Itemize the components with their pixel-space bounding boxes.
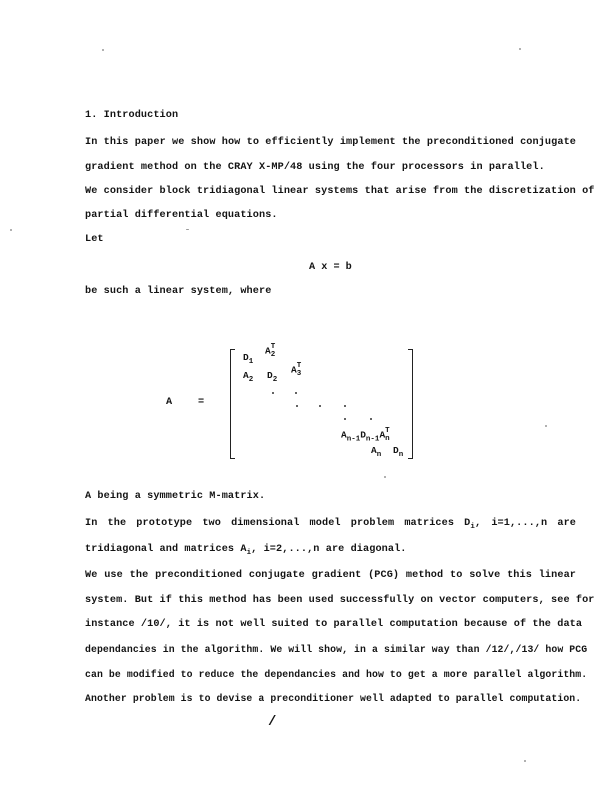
- paragraph-line: We consider block tridiagonal linear systems that arise from the discretization of: [85, 186, 595, 197]
- paragraph-line: gradient method on the CRAY X-MP/48 using the four processors in parallel.: [85, 162, 545, 173]
- matrix-entry: $D_n$: [393, 445, 404, 459]
- equation-ax-b: A x = b: [309, 262, 352, 273]
- paragraph-line: We use the preconditioned conjugate gradient (PCG) method to solve this linear: [85, 570, 576, 581]
- ellipsis-dot: [272, 392, 274, 394]
- paragraph-line: In the prototype two dimensional model problem matrices $D_i$, i=1,...,n are: [85, 518, 577, 532]
- ellipsis-dot: [344, 418, 346, 420]
- ellipsis-dot: [370, 418, 372, 420]
- paragraph-line: system. But if this method has been used successfully on vector computers, see for: [85, 595, 595, 606]
- section-heading: 1. Introduction: [85, 110, 179, 121]
- matrix-lhs: A: [166, 397, 173, 408]
- paragraph-line: In this paper we show how to efficiently implement the preconditioned conjugate: [85, 137, 576, 148]
- matrix-entry: $A_2$: [243, 370, 254, 384]
- ellipsis-dot: [319, 405, 321, 407]
- scan-speck: [102, 49, 104, 51]
- paragraph-line: dependancies in the algorithm. We will show, in a similar way than /12/,/13/ how PCG: [85, 644, 588, 655]
- page-mark: /: [268, 714, 277, 730]
- matrix-entry: $D_2$: [267, 370, 278, 384]
- paragraph-line: tridiagonal and matrices $A_i$, i=2,...,n are diagonal.: [85, 544, 407, 558]
- scan-speck: [519, 48, 521, 50]
- ellipsis-dot: [295, 392, 297, 394]
- matrix-entry: AT 3: [291, 362, 302, 378]
- equals-sign: =: [198, 397, 205, 408]
- matrix-entry: $D_1$: [243, 352, 254, 366]
- scan-speck: [10, 229, 12, 231]
- matrix-entry: $A_{n-1}D_{n-1}AT$ n: [341, 427, 390, 444]
- matrix-entry: $A_n$: [371, 445, 382, 459]
- scan-speck: [186, 229, 189, 230]
- paragraph-line: partial differential equations.: [85, 210, 278, 221]
- paragraph-line: Another problem is to devise a preconditioner well adapted to parallel computation.: [85, 693, 582, 704]
- matrix-entry: AT 2: [265, 343, 276, 359]
- paragraph-line: Let: [85, 234, 104, 245]
- paragraph-line: be such a linear system, where: [85, 286, 272, 297]
- ellipsis-dot: [344, 405, 346, 407]
- ellipsis-dot: [296, 405, 298, 407]
- scan-speck: [524, 760, 526, 762]
- matrix-right-bracket: [408, 349, 413, 459]
- matrix-left-bracket: [230, 349, 235, 459]
- paragraph-line: A being a symmetric M-matrix.: [85, 491, 266, 502]
- paragraph-line: can be modified to reduce the dependancies and how to get a more parallel algorithm.: [85, 669, 588, 680]
- scan-speck: [545, 425, 547, 427]
- paragraph-line: instance /10/, it is not well suited to parallel computation because of the data: [85, 619, 583, 630]
- scan-speck: [384, 476, 386, 478]
